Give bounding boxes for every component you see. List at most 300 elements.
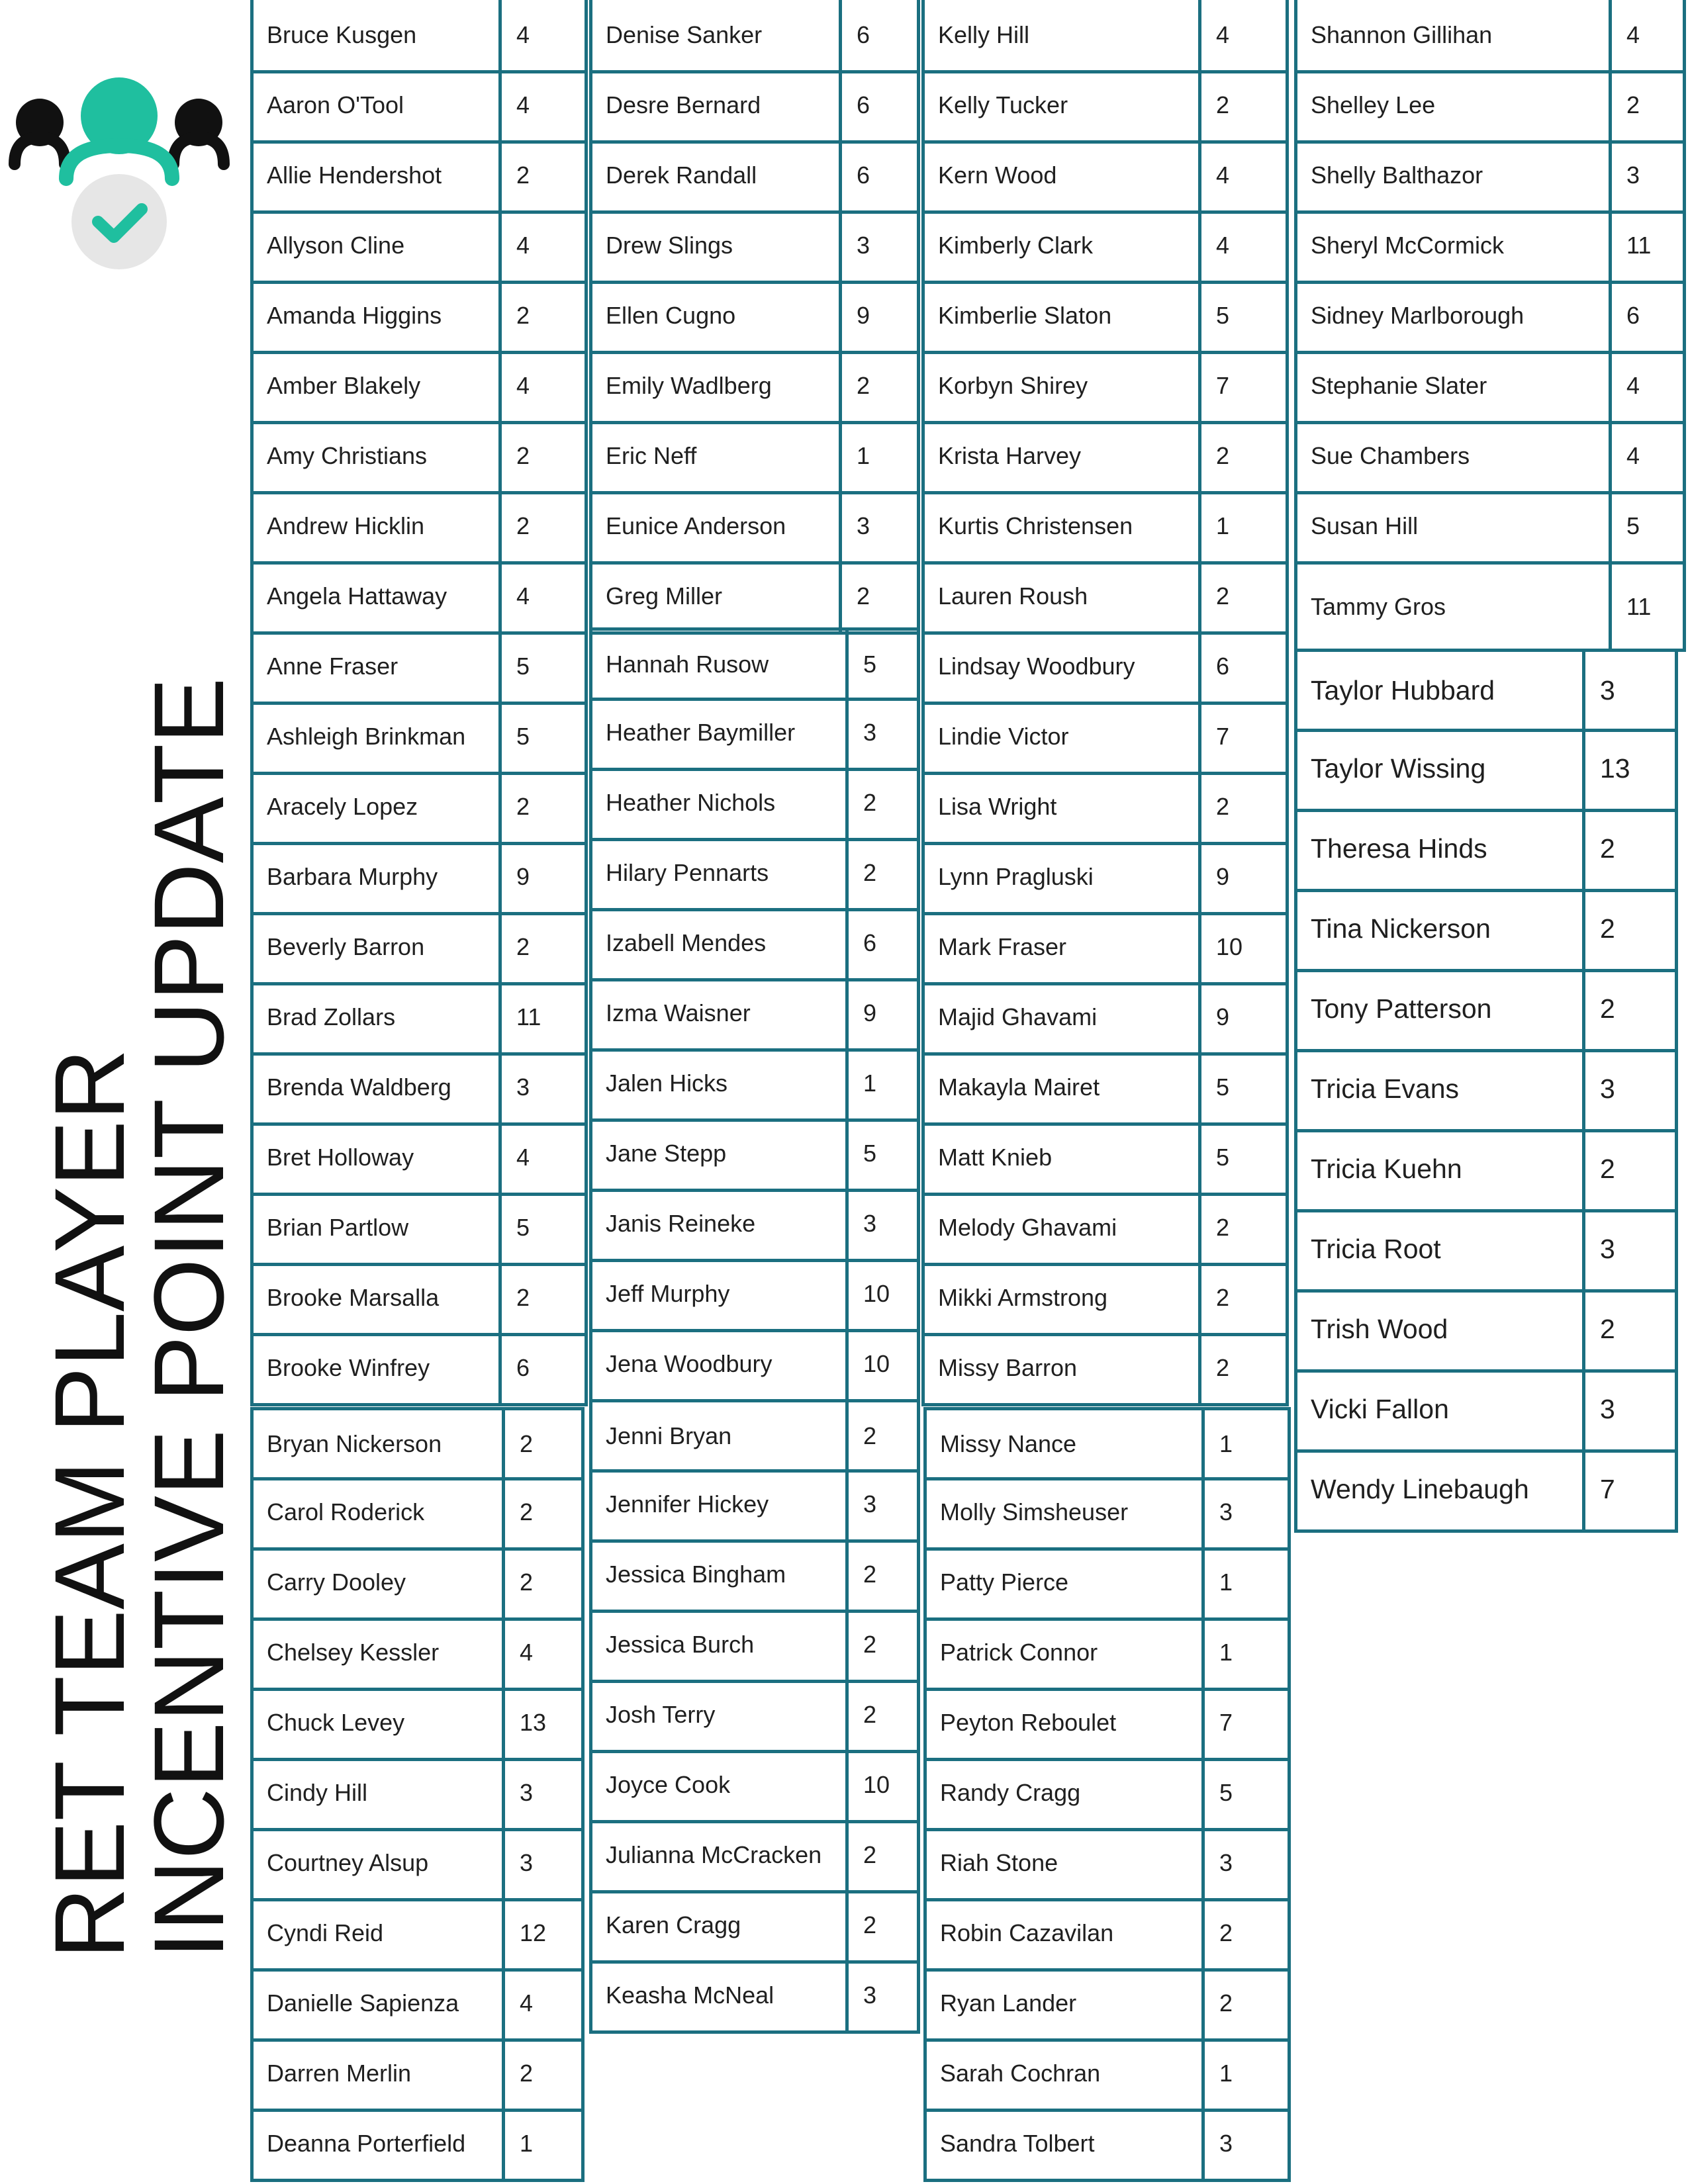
table-row [589,210,920,284]
participant-name: Lynn Pragluski [938,863,1094,890]
participant-points: 5 [498,702,585,772]
participant-name: Izabell Mendes [606,929,767,956]
table-row [250,491,588,565]
points-table-col3-block1 [921,0,1289,1406]
participant-name: Wendy Linebaugh [1311,1474,1529,1504]
participant-points: 2 [845,768,917,838]
participant-name: Heather Nichols [606,789,776,816]
participant-points: 2 [502,1410,581,1477]
participant-name: Heather Baymiller [606,719,796,746]
participant-name: Kimberlie Slaton [938,302,1112,329]
points-table-col4-block2 [1294,561,1686,652]
points-table-col2-block2 [589,627,920,1402]
participant-name: Ashleigh Brinkman [267,723,466,750]
participant-points: 3 [1609,140,1683,210]
table-row [589,281,920,354]
participant-points: 5 [1198,281,1286,351]
participant-points: 11 [1609,565,1683,649]
table-row [250,70,588,144]
table-row [250,281,588,354]
table-row [1294,649,1678,732]
participant-points: 9 [845,978,917,1048]
participant-points: 2 [498,140,585,210]
participant-points: 2 [1582,809,1675,889]
points-table-col1-block2 [250,1407,585,2182]
participant-name: Missy Nance [940,1430,1077,1457]
participant-points: 2 [1198,421,1286,491]
participant-name: Izma Waisner [606,999,751,1026]
table-row [589,978,920,1052]
participant-points: 9 [498,842,585,912]
table-row [589,1048,920,1122]
participant-name: Shannon Gillihan [1311,21,1493,48]
participant-points: 2 [845,1680,917,1750]
table-row [250,140,588,214]
participant-name: Denise Sanker [606,21,763,48]
page-title-line1: RET TEAM PLAYER [34,1048,145,1959]
participant-points: 4 [498,210,585,281]
participant-name: Kelly Hill [938,21,1030,48]
table-row [921,351,1289,424]
participant-points: 3 [1582,1369,1675,1449]
participant-name: Chuck Levey [267,1709,405,1736]
table-row [250,210,588,284]
table-row [250,561,588,635]
participant-points: 5 [1198,1122,1286,1193]
participant-points: 2 [498,772,585,842]
participant-name: Tammy Gros [1311,592,1446,620]
table-row [250,702,588,775]
participant-points: 3 [839,491,917,561]
participant-points: 3 [845,1189,917,1259]
participant-points: 3 [845,698,917,768]
participant-name: Angela Hattaway [267,582,447,610]
table-row [589,1189,920,1262]
page-title-line2: INCENTIVE POINT UPDATE [133,677,244,1959]
participant-points: 2 [845,1820,917,1890]
points-table-col2-block1 [589,0,920,635]
participant-name: Josh Terry [606,1701,716,1728]
participant-name: Stephanie Slater [1311,372,1487,399]
participant-points: 3 [1582,1209,1675,1289]
participant-points: 3 [502,1758,581,1828]
participant-name: Jessica Burch [606,1631,755,1658]
participant-name: Jennifer Hickey [606,1490,769,1518]
participant-name: Korbyn Shirey [938,372,1088,399]
table-row [921,70,1289,144]
table-row [923,1898,1291,1972]
table-row [589,627,920,701]
table-row [250,1477,585,1551]
participant-name: Brenda Waldberg [267,1073,451,1101]
participant-points: 2 [1609,70,1683,140]
table-row [589,698,920,771]
participant-points: 4 [1609,351,1683,421]
participant-name: Janis Reineke [606,1210,756,1237]
participant-name: Randy Cragg [940,1779,1081,1806]
participant-points: 4 [498,351,585,421]
participant-points: 13 [1582,729,1675,809]
participant-name: Cindy Hill [267,1779,368,1806]
participant-name: Sue Chambers [1311,442,1470,469]
table-row [921,421,1289,494]
participant-points: 2 [1582,1289,1675,1369]
participant-name: Hannah Rusow [606,650,769,678]
participant-name: Danielle Sapienza [267,1989,459,2017]
table-row [250,912,588,985]
table-row [921,1193,1289,1266]
participant-points: 6 [839,0,917,70]
table-row [923,1968,1291,2042]
table-row [589,1539,920,1613]
participant-points: 7 [1582,1449,1675,1529]
participant-points: 2 [1201,1898,1288,1968]
participant-name: Lindsay Woodbury [938,653,1135,680]
participant-name: Keasha McNeal [606,1981,774,2009]
participant-name: Brooke Marsalla [267,1284,440,1311]
participant-name: Beverly Barron [267,933,425,960]
participant-name: Jane Stepp [606,1140,727,1167]
table-row [250,1617,585,1691]
participant-name: Sandra Tolbert [940,2130,1095,2157]
table-row [250,2038,585,2112]
table-row [1294,1129,1678,1212]
participant-name: Brad Zollars [267,1003,396,1030]
table-row [921,631,1289,705]
points-table-col4-block1 [1294,0,1686,565]
participant-name: Chelsey Kessler [267,1639,440,1666]
table-row [921,561,1289,635]
participant-name: Peyton Reboulet [940,1709,1117,1736]
participant-points: 2 [839,561,917,631]
participant-name: Emily Wadlberg [606,372,772,399]
table-row [921,281,1289,354]
table-row [589,1820,920,1893]
table-row [250,1758,585,1831]
table-row [1294,561,1686,652]
participant-points: 5 [1198,1052,1286,1122]
table-row [921,1052,1289,1126]
participant-points: 1 [1198,491,1286,561]
table-row [921,702,1289,775]
participant-name: Tina Nickerson [1311,913,1491,944]
participant-name: Molly Simsheuser [940,1498,1129,1525]
table-row [589,140,920,214]
table-row [1294,1289,1678,1373]
participant-name: Joyce Cook [606,1771,731,1798]
table-row [921,982,1289,1056]
table-row [589,1469,920,1543]
participant-name: Mikki Armstrong [938,1284,1108,1311]
participant-points: 2 [845,1539,917,1610]
table-row [589,1960,920,2034]
participant-name: Carol Roderick [267,1498,425,1525]
participant-points: 4 [1198,140,1286,210]
table-row [250,1968,585,2042]
table-row [1294,1049,1678,1132]
table-row [589,1680,920,1753]
participant-points: 5 [1201,1758,1288,1828]
points-table-col2-block3 [589,1399,920,2034]
participant-name: Courtney Alsup [267,1849,429,1876]
table-row [921,0,1289,73]
table-row [1294,421,1686,494]
participant-name: Patrick Connor [940,1639,1098,1666]
participant-name: Jessica Bingham [606,1561,786,1588]
participant-name: Vicki Fallon [1311,1394,1449,1424]
participant-name: Eric Neff [606,442,697,469]
participant-points: 7 [1201,1688,1288,1758]
participant-name: Shelley Lee [1311,91,1436,118]
participant-points: 11 [1609,210,1683,281]
table-row [1294,1209,1678,1293]
table-row [250,1333,588,1406]
participant-points: 2 [498,281,585,351]
participant-points: 7 [1198,702,1286,772]
participant-points: 2 [1582,969,1675,1049]
participant-name: Kurtis Christensen [938,512,1133,539]
participant-points: 1 [845,1048,917,1118]
participant-points: 6 [839,70,917,140]
participant-points: 5 [498,1193,585,1263]
table-row [589,838,920,911]
participant-points: 1 [502,2109,581,2179]
participant-name: Karen Cragg [606,1911,741,1938]
participant-points: 4 [498,1122,585,1193]
table-row [250,1407,585,1480]
participant-points: 4 [498,561,585,631]
participant-points: 3 [839,210,917,281]
participant-points: 5 [845,631,917,698]
participant-points: 12 [502,1898,581,1968]
participant-name: Makayla Mairet [938,1073,1100,1101]
participant-points: 3 [498,1052,585,1122]
table-row [250,1898,585,1972]
participant-points: 2 [845,1890,917,1960]
participant-name: Lisa Wright [938,793,1057,820]
points-table-col4-block3 [1294,649,1678,1533]
participant-points: 4 [1198,0,1286,70]
table-row [250,1688,585,1761]
participant-points: 1 [1201,1410,1288,1477]
table-row [923,1407,1291,1480]
participant-name: Jenni Bryan [606,1422,732,1449]
participant-name: Jena Woodbury [606,1350,773,1377]
table-row [923,2038,1291,2112]
table-row [923,1688,1291,1761]
participant-name: Kimberly Clark [938,232,1094,259]
participant-points: 7 [1198,351,1286,421]
participant-name: Brooke Winfrey [267,1354,430,1381]
participant-name: Bryan Nickerson [267,1430,442,1457]
table-row [921,140,1289,214]
participant-points: 1 [1201,2038,1288,2109]
table-row [589,421,920,494]
participant-name: Missy Barron [938,1354,1078,1381]
participant-name: Hilary Pennarts [606,859,769,886]
table-row [589,1890,920,1964]
table-row [589,561,920,635]
table-row [1294,70,1686,144]
participant-points: 5 [498,631,585,702]
participant-points: 2 [1198,70,1286,140]
participant-name: Brian Partlow [267,1214,409,1241]
participant-name: Tricia Evans [1311,1073,1460,1104]
participant-points: 4 [1609,421,1683,491]
participant-name: Drew Slings [606,232,733,259]
table-row [921,842,1289,915]
table-row [589,70,920,144]
table-row [589,1259,920,1332]
participant-points: 4 [1609,0,1683,70]
participant-name: Shelly Balthazor [1311,161,1483,189]
participant-points: 2 [845,838,917,908]
table-row [1294,351,1686,424]
table-row [1294,281,1686,354]
participant-points: 2 [1582,1129,1675,1209]
table-row [1294,1369,1678,1453]
participant-points: 4 [1198,210,1286,281]
participant-points: 2 [1198,561,1286,631]
participant-points: 10 [845,1750,917,1820]
participant-points: 6 [498,1333,585,1403]
table-row [589,1610,920,1683]
participant-points: 13 [502,1688,581,1758]
participant-points: 1 [839,421,917,491]
participant-points: 2 [498,421,585,491]
table-row [250,631,588,705]
table-row [921,210,1289,284]
participant-points: 2 [502,1477,581,1547]
participant-name: Mark Fraser [938,933,1067,960]
participant-name: Lauren Roush [938,582,1088,610]
participant-points: 9 [839,281,917,351]
table-row [1294,969,1678,1052]
participant-points: 3 [1582,1049,1675,1129]
participant-points: 2 [1201,1968,1288,2038]
participant-name: Tricia Root [1311,1234,1441,1264]
participant-points: 3 [1201,2109,1288,2179]
participant-points: 6 [845,908,917,978]
participant-points: 5 [845,1118,917,1189]
participant-name: Taylor Wissing [1311,753,1486,784]
participant-points: 2 [845,1402,917,1469]
participant-points: 2 [498,491,585,561]
table-row [923,1547,1291,1621]
participant-points: 2 [1582,889,1675,969]
table-row [1294,210,1686,284]
table-row [923,2109,1291,2182]
table-row [250,1828,585,1901]
participant-name: Anne Fraser [267,653,399,680]
participant-points: 2 [502,2038,581,2109]
table-row [250,1193,588,1266]
participant-points: 4 [502,1968,581,2038]
participant-points: 2 [1198,1333,1286,1403]
table-row [1294,889,1678,972]
participant-name: Lindie Victor [938,723,1069,750]
participant-points: 4 [502,1617,581,1688]
participant-name: Kelly Tucker [938,91,1068,118]
table-row [250,421,588,494]
participant-name: Tony Patterson [1311,993,1492,1024]
participant-name: Carry Dooley [267,1569,406,1596]
table-row [589,1399,920,1473]
participant-name: Andrew Hicklin [267,512,425,539]
table-row [923,1828,1291,1901]
table-row [250,351,588,424]
table-row [250,1122,588,1196]
table-row [921,491,1289,565]
participant-points: 4 [498,70,585,140]
table-row [923,1617,1291,1691]
participant-points: 2 [498,912,585,982]
participant-name: Trish Wood [1311,1314,1448,1344]
participant-name: Taylor Hubbard [1311,674,1495,705]
participant-name: Melody Ghavami [938,1214,1117,1241]
participant-name: Sarah Cochran [940,2060,1101,2087]
table-row [589,491,920,565]
participant-points: 2 [498,1263,585,1333]
participant-points: 5 [1609,491,1683,561]
participant-points: 9 [1198,842,1286,912]
participant-points: 2 [845,1610,917,1680]
participant-name: Ryan Lander [940,1989,1077,2017]
participant-name: Amy Christians [267,442,428,469]
table-row [921,1333,1289,1406]
table-row [589,0,920,73]
participant-name: Ellen Cugno [606,302,736,329]
participant-name: Bret Holloway [267,1144,414,1171]
table-row [923,1758,1291,1831]
participant-name: Robin Cazavilan [940,1919,1114,1946]
participant-name: Aaron O'Tool [267,91,404,118]
participant-points: 10 [1198,912,1286,982]
table-row [1294,729,1678,812]
participant-name: Sheryl McCormick [1311,232,1505,259]
participant-points: 4 [498,0,585,70]
table-row [921,912,1289,985]
table-row [1294,0,1686,73]
participant-name: Aracely Lopez [267,793,418,820]
table-row [921,1263,1289,1336]
table-row [923,1477,1291,1551]
participant-name: Bruce Kusgen [267,21,417,48]
table-row [250,842,588,915]
table-row [1294,140,1686,214]
participant-name: Riah Stone [940,1849,1058,1876]
table-row [250,982,588,1056]
table-row [589,768,920,841]
participant-points: 3 [1201,1828,1288,1898]
participant-points: 2 [1198,772,1286,842]
participant-points: 6 [1198,631,1286,702]
participant-points: 10 [845,1329,917,1399]
table-row [589,351,920,424]
participant-name: Jeff Murphy [606,1280,730,1307]
participant-name: Allie Hendershot [267,161,442,189]
participant-points: 3 [845,1469,917,1539]
table-row [1294,809,1678,892]
table-row [1294,1449,1678,1533]
participant-name: Darren Merlin [267,2060,412,2087]
table-row [589,908,920,981]
points-table-col1-block1 [250,0,588,1406]
points-table-col3-block2 [923,1407,1291,2182]
table-row [1294,491,1686,565]
participant-points: 1 [1201,1617,1288,1688]
participant-name: Desre Bernard [606,91,761,118]
